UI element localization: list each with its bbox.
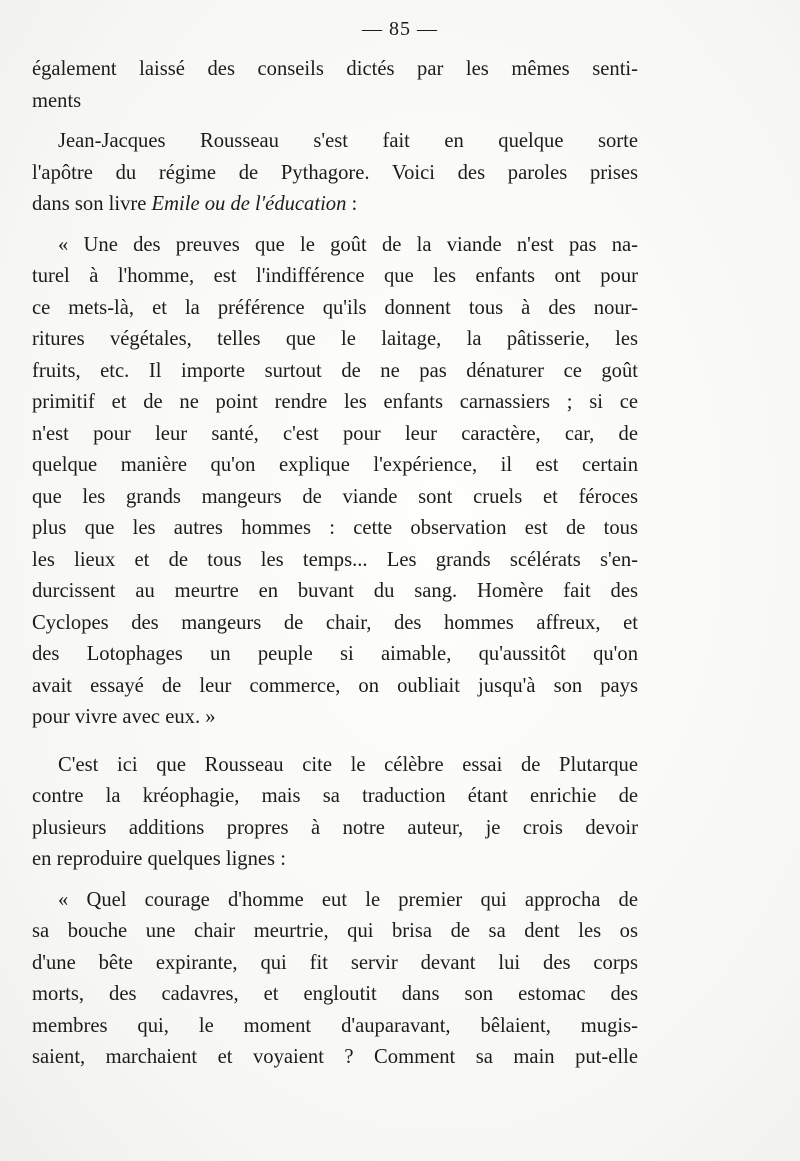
text-line: membres qui, le moment d'auparavant, bêlaient, mugis- [32,1014,638,1037]
text-line: ments [32,89,82,112]
text-line: des Lotophages un peuple si aimable, qu'aussitôt qu'on [32,643,638,665]
text-line: plusieurs additions propres à notre auteur, je crois devoir [32,816,638,839]
text-line: Cyclopes des mangeurs de chair, des hommes affreux, et [32,611,638,634]
text-line: Jean-Jacques Rousseau s'est fait en quelque sorte [58,130,638,152]
paragraph-4 [32,750,638,876]
text-line: les lieux et de tous les temps... Les grands scélérats s'en- [32,548,638,571]
paragraph-1 [32,54,638,117]
text-line: plus que les autres hommes : cette observation est de tous [32,517,638,539]
text-line: contre la kréophagie, mais sa traduction étant enrichie de [32,785,638,807]
text-line-with-title [32,189,638,221]
text-line: ritures végétales, telles que le laitage, la pâtisserie, les [32,328,638,350]
text-line: que les grands mangeurs de viande sont cruels et féroces [32,485,638,508]
text-line: sa bouche une chair meurtrie, qui brisa de sa dent les os [32,920,638,942]
text-line: l'apôtre du régime de Pythagore. Voici des paroles prises [32,161,638,184]
text-line: saient, marchaient et voyaient ? Comment sa main put-elle [32,1046,638,1068]
paragraph-2 [32,126,638,221]
text-line: n'est pour leur santé, c'est pour leur caractère, car, de [32,422,638,445]
text-line: « Une des preuves que le goût de la viande n'est pas na- [58,233,638,256]
paragraph-3-quote [32,230,638,734]
text-segment: : [346,193,358,215]
text-line: morts, des cadavres, et engloutit dans son estomac des [32,983,638,1005]
text-line: primitif et de ne point rendre les enfants carnassiers ; si ce [32,391,638,413]
text-line: avait essayé de leur commerce, on oubliait jusqu'à son pays [32,674,638,697]
book-title: Emile ou de l'éducation [151,193,347,215]
page-body [32,54,638,1074]
text-line: quelque manière qu'on explique l'expérience, il est certain [32,454,638,476]
text-line: ce mets-là, et la préférence qu'ils donnent tous à des nour- [32,296,638,319]
text-line: également laissé des conseils dictés par les mêmes senti- [32,58,638,80]
text-line: durcissent au meurtre en buvant du sang. Homère fait des [32,580,638,602]
text-line: pour vivre avec eux. » [32,706,216,728]
text-segment: dans son livre [32,193,152,215]
text-line: turel à l'homme, est l'indifférence que les enfants ont pour [32,265,638,287]
text-line: d'une bête expirante, qui fit servir devant lui des corps [32,951,638,974]
paragraph-5-quote [32,885,638,1074]
text-line: « Quel courage d'homme eut le premier qui approcha de [58,888,638,911]
text-line: fruits, etc. Il importe surtout de ne pas dénaturer ce goût [32,359,638,382]
text-line: C'est ici que Rousseau cite le célèbre essai de Plutarque [58,753,638,776]
text-line: en reproduire quelques lignes : [32,848,286,870]
page-number: — 85 — [362,18,438,40]
